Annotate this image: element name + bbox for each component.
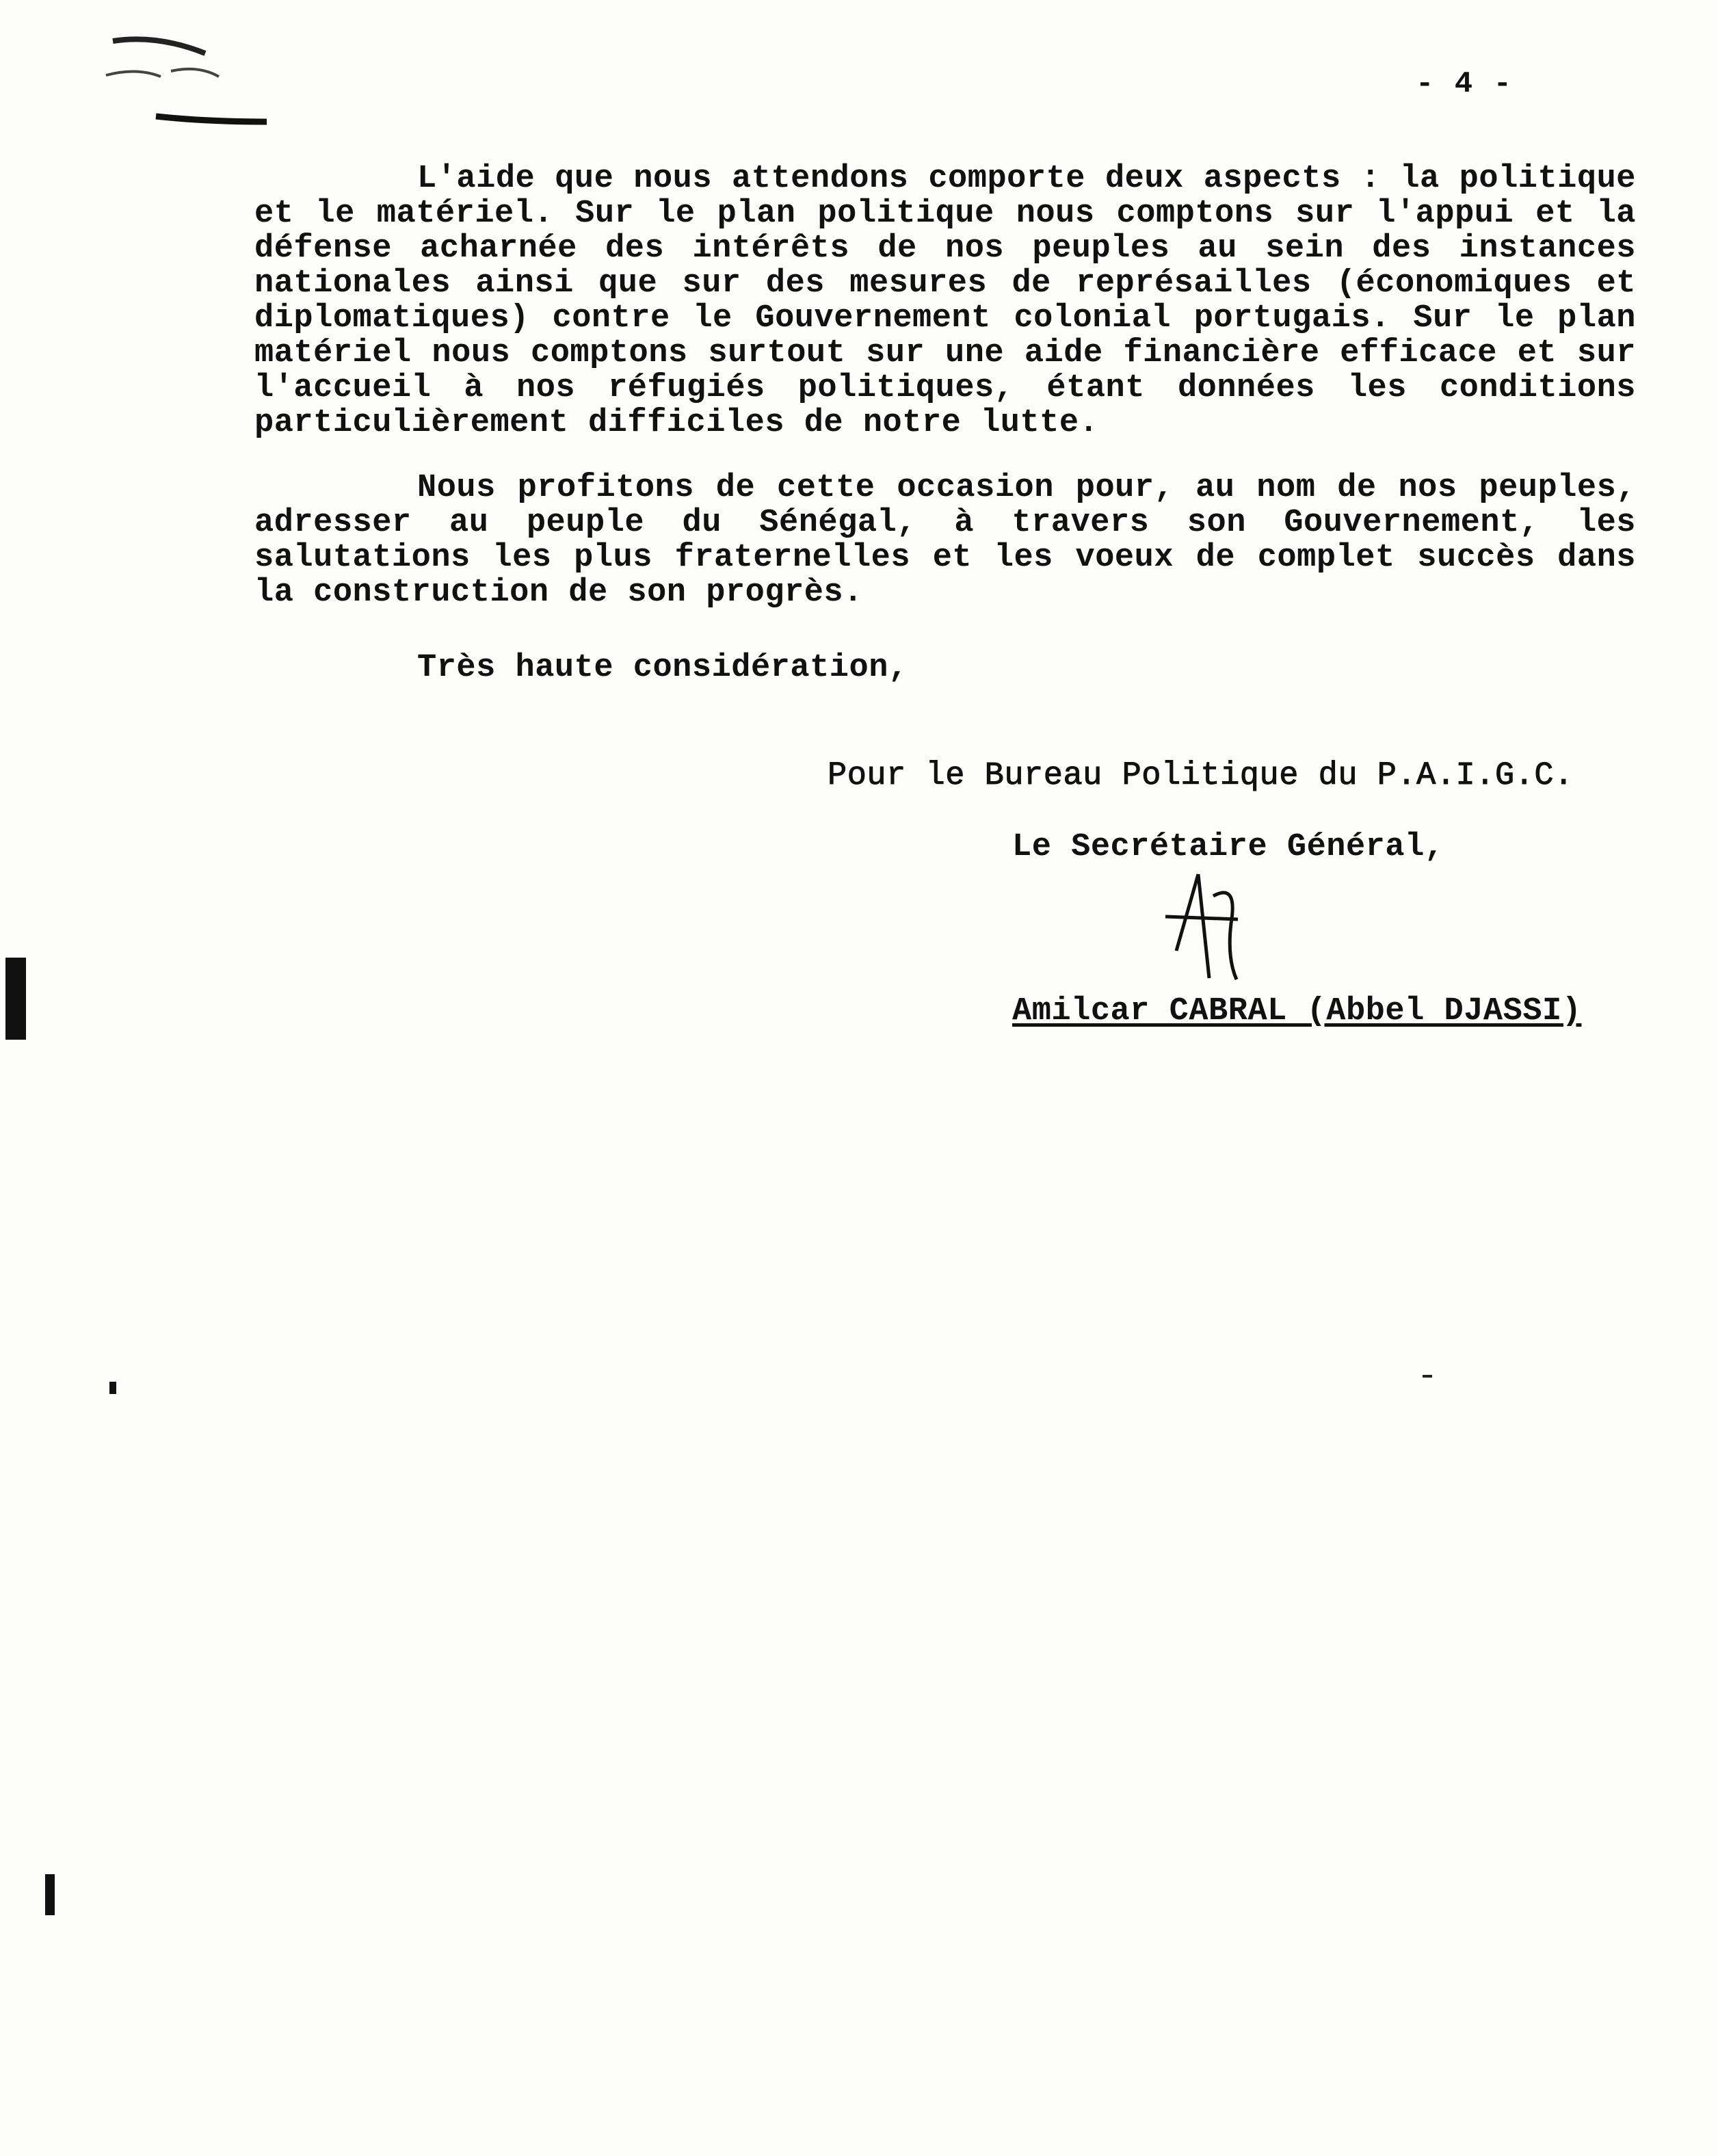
signature-for-line: Pour le Bureau Politique du P.A.I.G.C. [828,758,1574,794]
paragraph-greetings: Nous profitons de cette occasion pour, au nom de nos peuples, adresser au peuple du Sénégal, à travers son Gouvernement, les salutations les plus fraternelles et les voeux de complet succès dans la construction de son progrès. [254,470,1636,611]
handwritten-signature [1156,869,1265,985]
page-number: - 4 - [1416,67,1514,101]
signatory-title: Le Secrétaire Général, [1012,829,1444,865]
paragraph-aid-aspects: L'aide que nous attendons comporte deux aspects : la politique et le matériel. Sur le plan politique nous comptons sur l'appui et la défense acharnée des intérêts de nos peuples au sein des instances nationales ainsi que sur des mesures de représailles (économiques et diplomatiques) contre le Gouvernement colonial portugais. Sur le plan matériel nous comptons surtout sur une aide financière efficace et sur l'accueil à nos réfugiés politiques, étant données les conditions particulièrement difficiles de notre lutte. [254,161,1636,441]
signatory-name: Amilcar CABRAL (Abbel DJASSI) [1012,993,1582,1029]
closing-salutation: Très haute considération, [417,650,908,686]
letter-body [254,161,1636,640]
